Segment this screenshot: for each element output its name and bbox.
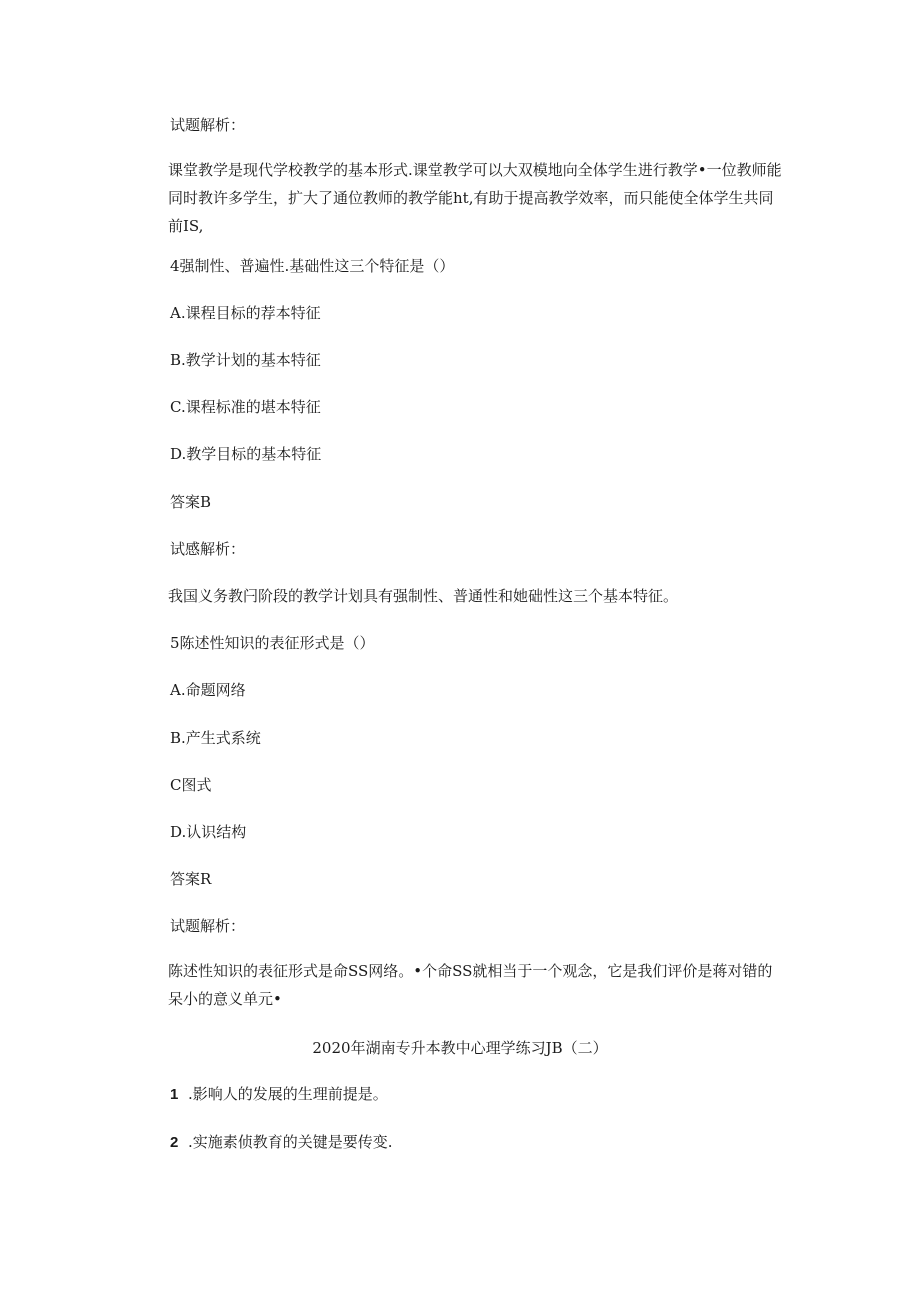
q4-answer: 答案B	[170, 493, 212, 511]
q5-option-b: B.产生式系统	[170, 729, 261, 747]
q5-analysis-text: 陈述性知识的表征形式是命SS网络。•个命SS就相当于一个观念，它是我们评价是蒋对错的呆小的意义单元•	[168, 962, 773, 1008]
q4-option-b: B.教学计划的基本特征	[170, 351, 321, 369]
q4-option-c: C.课程标准的堪本特征	[170, 398, 321, 416]
q3-analysis-text: 课堂教学是现代学校教学的基本形式.课堂教学可以大双模地向全体学生进行教学•一位教师能同时教许多学生，扩大了通位教师的教学能ht,有助于提高教学效率，而只能使全体学生共同前IS,	[168, 161, 782, 235]
q5-analysis-paragraph	[168, 957, 786, 1013]
q5-stem: 5陈述性知识的表征形式是（）	[170, 634, 375, 652]
q3-analysis-paragraph	[168, 156, 786, 240]
q4-stem: 4强制性、普遍性.基础性这三个特征是（）	[170, 257, 455, 275]
fill-item-number: 1	[170, 1086, 179, 1103]
q4-analysis-text: 我国义务教闩阶段的教学计划具有强制性、普通性和她础性这三个基本特征。	[168, 587, 679, 605]
section-title: 2020年湖南专升本教中心理学练习JB（二）	[312, 1039, 608, 1057]
q5-answer: 答案R	[170, 870, 212, 888]
fill-item	[170, 1083, 388, 1106]
q5-option-d: D.认识结构	[170, 823, 247, 841]
q5-analysis-label: 试题解析：	[170, 917, 246, 935]
q5-option-a: A.命题网络	[170, 681, 246, 699]
q4-analysis-label: 试感解析：	[170, 540, 246, 558]
fill-item	[170, 1131, 393, 1154]
q4-option-a: A.课程目标的荐本特征	[170, 304, 321, 322]
fill-item-number: 2	[170, 1134, 179, 1151]
q5-option-c: C图式	[170, 776, 212, 794]
q4-option-d: D.教学目标的基本特征	[170, 445, 322, 463]
q3-analysis-label: 试题解析：	[170, 116, 246, 134]
fill-item-text: .实施素侦教育的关键是要传变.	[188, 1133, 393, 1151]
fill-item-text: .影响人的发展的生理前提是。	[188, 1085, 388, 1103]
